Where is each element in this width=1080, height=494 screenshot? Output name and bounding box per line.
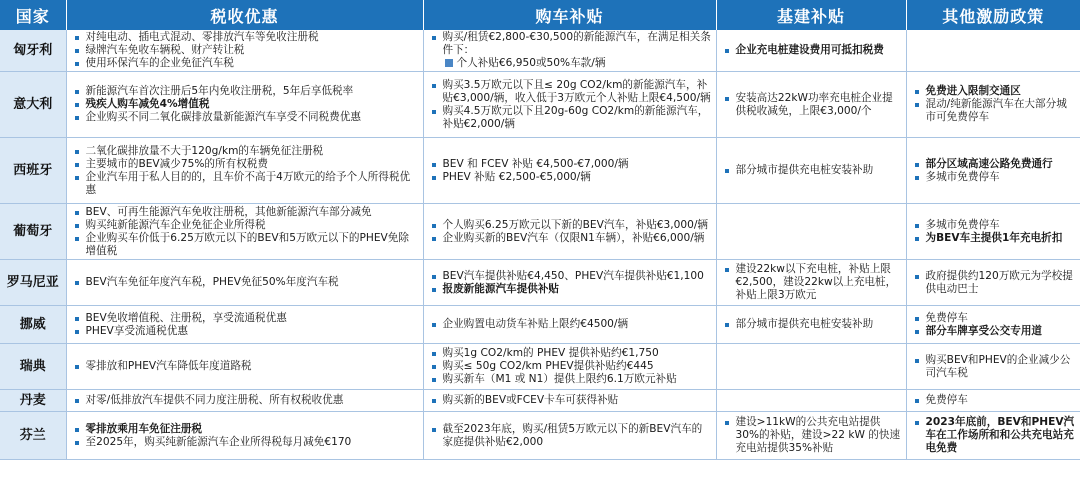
- list-item: [926, 312, 1078, 325]
- country-cell: 丹麦: [0, 390, 66, 412]
- other-cell: [906, 412, 1080, 460]
- tax-list: [70, 360, 420, 373]
- list-item-text: 截至2023年底，购买/租赁5万欧元以下的新BEV汽车的家庭提供补贴€2,000: [442, 422, 703, 448]
- tax-cell: [66, 260, 423, 306]
- infra-cell: [716, 306, 906, 344]
- list-item: [736, 44, 903, 57]
- list-item: [86, 325, 420, 338]
- tax-cell: [66, 30, 423, 72]
- list-item: [86, 44, 420, 57]
- list-item-text: 零排放乘用车免征注册税: [85, 422, 203, 435]
- country-cell: 罗马尼亚: [0, 260, 66, 306]
- list-item-text: 部分区域高速公路免费通行: [925, 157, 1053, 170]
- list-item: [86, 206, 420, 219]
- list-item: [443, 423, 713, 449]
- list-item: [926, 158, 1078, 171]
- table-row: [0, 412, 1080, 460]
- infra-cell: [716, 138, 906, 204]
- list-item-text: 零排放和PHEV汽车降低年度道路税: [85, 360, 252, 372]
- other-cell: [906, 72, 1080, 138]
- list-item: [926, 270, 1078, 296]
- list-item: [443, 270, 713, 283]
- list-item-text: 使用环保汽车的企业免征汽车税: [85, 57, 234, 69]
- infra-list: [720, 44, 903, 57]
- purchase-cell: [423, 72, 716, 138]
- list-item-text: 政府提供约120万欧元为学校提供电动巴士: [925, 269, 1073, 295]
- list-item: [86, 360, 420, 373]
- list-item-text: 建设22kw以下充电桩，补贴上限€2,500，建设22kw以上充电桩，补贴上限3万欧元: [735, 263, 897, 301]
- country-cell: 西班牙: [0, 138, 66, 204]
- purchase-list: [427, 31, 713, 70]
- list-item-text: 购买≤ 50g CO2/km PHEV提供补贴约€445: [442, 360, 654, 372]
- list-item-text: 至2025年，购买纯新能源汽车企业所得税每月减免€170: [85, 435, 352, 448]
- header-other: 其他激励政策: [906, 0, 1080, 30]
- country-cell: 葡萄牙: [0, 204, 66, 260]
- table-row: [0, 260, 1080, 306]
- list-item: [86, 57, 420, 70]
- list-item: [736, 416, 903, 455]
- list-item-text: 安装高达22kW功率充电桩企业提供税收减免，上限€3,000/个: [735, 91, 893, 117]
- infra-cell: [716, 412, 906, 460]
- header-purchase: 购车补贴: [423, 0, 716, 30]
- header-row: [0, 0, 1080, 30]
- list-item: [443, 318, 713, 331]
- purchase-cell: [423, 344, 716, 390]
- list-item-text: 购买纯新能源汽车企业免征企业所得税: [85, 218, 266, 231]
- list-item-text: PHEV 补贴 €2,500-€5,000/辆: [442, 170, 591, 183]
- purchase-cell: [423, 306, 716, 344]
- list-item-text: 为BEV车主提供1年充电折扣: [925, 231, 1063, 244]
- table-row: [0, 138, 1080, 204]
- list-item: [443, 79, 713, 105]
- other-cell: [906, 306, 1080, 344]
- list-item: [443, 57, 713, 70]
- other-list: [910, 85, 1078, 124]
- list-item: [443, 394, 713, 407]
- tax-cell: [66, 72, 423, 138]
- tax-list: [70, 31, 420, 70]
- list-item: [926, 325, 1078, 338]
- purchase-list: [427, 423, 713, 449]
- purchase-list: [427, 219, 713, 245]
- other-list: [910, 416, 1078, 455]
- image-icon: [445, 59, 453, 67]
- purchase-cell: [423, 412, 716, 460]
- tax-list: [70, 423, 420, 449]
- other-cell: [906, 260, 1080, 306]
- header-tax: 税收优惠: [66, 0, 423, 30]
- list-item: [86, 276, 420, 289]
- purchase-cell: [423, 138, 716, 204]
- table-row: [0, 204, 1080, 260]
- list-item-text: BEV汽车免征年度汽车税，PHEV免征50%年度汽车税: [85, 276, 339, 288]
- list-item: [443, 219, 713, 232]
- list-item-text: 购买新车（M1 或 N1）提供上限约6.1万欧元补贴: [442, 373, 677, 385]
- list-item-text: 企业购买新的BEV汽车（仅限N1车辆），补贴€6,000/辆: [442, 231, 705, 244]
- other-list: [910, 219, 1078, 245]
- list-item-text: 报废新能源汽车提供补贴: [442, 282, 560, 295]
- list-item-text: 免费停车: [925, 311, 968, 324]
- list-item: [926, 394, 1078, 407]
- infra-cell: [716, 390, 906, 412]
- list-item-text: 购买新的BEV或FCEV卡车可获得补贴: [442, 394, 619, 406]
- country-cell: 挪威: [0, 306, 66, 344]
- list-item: [443, 373, 713, 386]
- list-item-text: 新能源汽车首次注册后5年内免收注册税，5年后享低税率: [85, 85, 354, 97]
- list-item: [86, 219, 420, 232]
- country-cell: 瑞典: [0, 344, 66, 390]
- list-item: [926, 98, 1078, 124]
- list-item-text: BEV、可再生能源汽车免收注册税，其他新能源汽车部分减免: [85, 205, 372, 218]
- tax-list: [70, 145, 420, 197]
- list-item: [926, 171, 1078, 184]
- purchase-list: [427, 270, 713, 296]
- list-item: [86, 423, 420, 436]
- list-item: [926, 354, 1078, 380]
- list-item: [736, 263, 903, 302]
- list-item-text: 混动/纯新能源汽车在大部分城市可免费停车: [925, 98, 1067, 123]
- tax-cell: [66, 138, 423, 204]
- tax-cell: [66, 204, 423, 260]
- other-list: [910, 270, 1078, 296]
- country-cell: 匈牙利: [0, 30, 66, 72]
- list-item-text: 免费停车: [925, 394, 968, 406]
- table-row: [0, 344, 1080, 390]
- list-item-text: 个人购买6.25万欧元以下新的BEV汽车，补贴€3,000/辆: [442, 218, 709, 231]
- tax-list: [70, 85, 420, 124]
- table-row: [0, 72, 1080, 138]
- infra-cell: [716, 204, 906, 260]
- list-item: [926, 232, 1078, 245]
- list-item: [86, 31, 420, 44]
- list-item: [86, 312, 420, 325]
- infra-list: [720, 416, 903, 455]
- list-item-text: 企业充电桩建设费用可抵扣税费: [735, 44, 884, 56]
- other-cell: [906, 30, 1080, 72]
- list-item-text: BEV汽车提供补贴€4,450、PHEV汽车提供补贴€1,100: [442, 269, 704, 282]
- tax-cell: [66, 344, 423, 390]
- list-item-text: 企业购买车价低于6.25万欧元以下的BEV和5万欧元以下的PHEV免除增值税: [85, 231, 409, 257]
- list-item: [86, 145, 420, 158]
- table-row: [0, 390, 1080, 412]
- purchase-cell: [423, 204, 716, 260]
- other-list: [910, 354, 1078, 380]
- list-item: [443, 171, 713, 184]
- other-list: [910, 312, 1078, 338]
- tax-list: [70, 206, 420, 258]
- list-item: [443, 158, 713, 171]
- country-cell: 芬兰: [0, 412, 66, 460]
- purchase-list: [427, 394, 713, 407]
- list-item-text: 部分城市提供充电桩安装补助: [735, 318, 874, 330]
- list-item: [736, 318, 903, 331]
- list-item-text: 购买1g CO2/km的 PHEV 提供补贴约€1,750: [442, 347, 659, 359]
- list-item: [443, 105, 713, 131]
- list-item-text: 部分车牌享受公交专用道: [925, 324, 1043, 337]
- list-item-text: 残疾人购车减免4%增值税: [85, 98, 210, 110]
- infra-list: [720, 164, 903, 177]
- infra-cell: [716, 72, 906, 138]
- tax-list: [70, 276, 420, 289]
- country-cell: 意大利: [0, 72, 66, 138]
- list-item-text: 2023年底前，BEV和PHEV汽车在工作场所和和公共充电站充电免费: [925, 416, 1075, 454]
- header-infra: 基建补贴: [716, 0, 906, 30]
- list-item: [736, 164, 903, 177]
- list-item: [443, 283, 713, 296]
- list-item-text: 对纯电动、插电式混动、零排放汽车等免收注册税: [85, 31, 319, 43]
- header-country: 国家: [0, 0, 66, 30]
- other-list: [910, 394, 1078, 407]
- infra-list: [720, 263, 903, 302]
- tax-list: [70, 394, 420, 407]
- list-item-text: 绿牌汽车免收车辆税、财产转让税: [85, 44, 245, 56]
- purchase-list: [427, 79, 713, 131]
- table-row: [0, 306, 1080, 344]
- list-item: [926, 85, 1078, 98]
- tax-cell: [66, 390, 423, 412]
- tax-cell: [66, 412, 423, 460]
- list-item: [926, 416, 1078, 455]
- list-item: [86, 232, 420, 258]
- list-item-text: 企业购置电动货车补贴上限约€4500/辆: [442, 318, 629, 330]
- purchase-list: [427, 347, 713, 386]
- list-item-text: 主要城市的BEV减少75%的所有权税费: [85, 157, 268, 170]
- list-item: [86, 98, 420, 111]
- list-item-text: 多城市免费停车: [925, 170, 1000, 183]
- list-item-text: 个人补贴€6,950或50%车款/辆: [456, 57, 606, 69]
- list-item-text: 企业购买不同二氧化碳排放量新能源汽车享受不同税费优惠: [85, 111, 361, 123]
- list-item: [86, 171, 420, 197]
- list-item-text: 免费进入限制交通区: [925, 85, 1021, 97]
- tax-list: [70, 312, 420, 338]
- list-item: [86, 111, 420, 124]
- purchase-list: [427, 158, 713, 184]
- list-item: [86, 436, 420, 449]
- list-item-text: 二氧化碳排放量不大于120g/km的车辆免征注册税: [85, 144, 324, 157]
- other-cell: [906, 390, 1080, 412]
- purchase-cell: [423, 260, 716, 306]
- list-item: [443, 232, 713, 245]
- infra-list: [720, 318, 903, 331]
- list-item-text: 购买BEV和PHEV的企业减少公司汽车税: [925, 353, 1071, 379]
- list-item-text: 购买/租赁€2,800-€30,500的新能源汽车，在满足相关条件下：: [442, 31, 711, 56]
- list-item-text: 购买3.5万欧元以下且≤ 20g CO2/km的新能源汽车，补贴€3,000/辆，收入低于3万欧元个人补贴上限€4,500/辆: [442, 78, 711, 104]
- list-item: [86, 394, 420, 407]
- infra-list: [720, 92, 903, 118]
- infra-cell: [716, 344, 906, 390]
- list-item: [86, 158, 420, 171]
- other-list: [910, 158, 1078, 184]
- list-item-text: 购买4.5万欧元以下且20g-60g CO2/km的新能源汽车，补贴€2,000/辆: [442, 104, 709, 130]
- list-item-text: 建设>11kW的公共充电站提供30%的补贴，建设>22 kW 的快速充电站提供35%补贴: [735, 416, 901, 454]
- list-item-text: 企业汽车用于私人目的的，且车价不高于4万欧元的给予个人所得税优惠: [85, 170, 411, 196]
- list-item: [443, 360, 713, 373]
- list-item-text: 对零/低排放汽车提供不同力度注册税、所有权税收优惠: [85, 394, 344, 406]
- table-body: [0, 30, 1080, 460]
- list-item-text: PHEV享受流通税优惠: [85, 324, 188, 337]
- list-item: [443, 31, 713, 57]
- infra-cell: [716, 260, 906, 306]
- purchase-cell: [423, 390, 716, 412]
- purchase-list: [427, 318, 713, 331]
- tax-cell: [66, 306, 423, 344]
- table-row: [0, 30, 1080, 72]
- list-item: [736, 92, 903, 118]
- list-item: [443, 347, 713, 360]
- list-item-text: 部分城市提供充电桩安装补助: [735, 164, 874, 176]
- list-item-text: BEV免收增值税、注册税，享受流通税优惠: [85, 311, 287, 324]
- list-item: [86, 85, 420, 98]
- infra-cell: [716, 30, 906, 72]
- list-item-text: BEV 和 FCEV 补贴 €4,500-€7,000/辆: [442, 157, 629, 170]
- other-cell: [906, 138, 1080, 204]
- other-cell: [906, 204, 1080, 260]
- purchase-cell: [423, 30, 716, 72]
- list-item: [926, 219, 1078, 232]
- other-cell: [906, 344, 1080, 390]
- list-item-text: 多城市免费停车: [925, 218, 1000, 231]
